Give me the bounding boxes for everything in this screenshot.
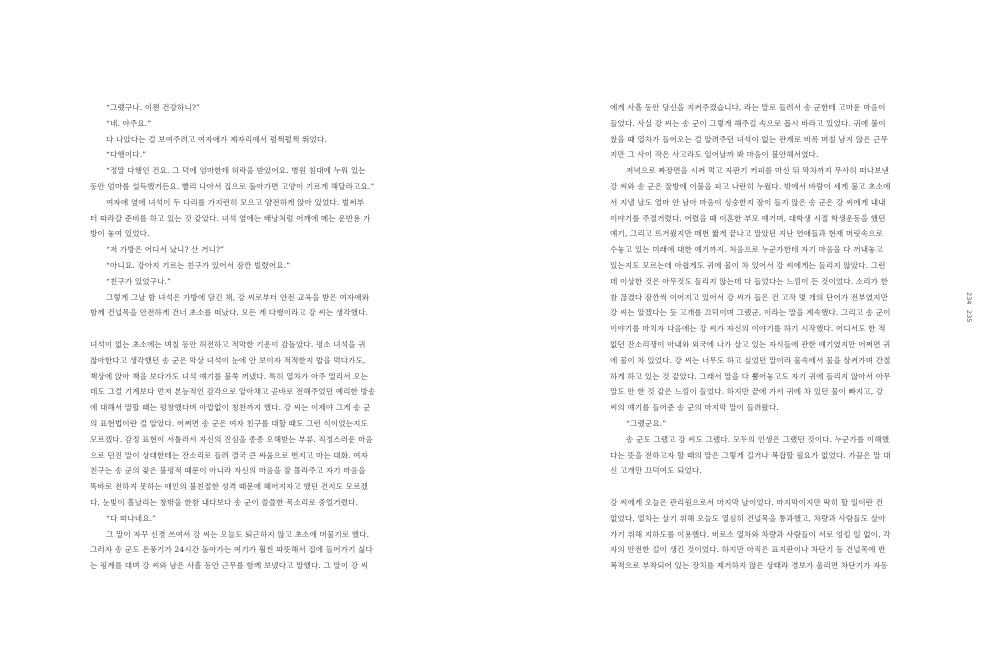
text-line: 다 나았다는 걸 보여주려고 여자애가 제자리에서 펄쩍펄쩍 뛰었다.	[106, 134, 327, 144]
text-line: 으로 던진 말이 상대한테는 잔소리로 들려 결국 큰 싸움으로 번지고 마는 대화. 여자	[90, 450, 369, 460]
text-line: 의 표현법이란 걸 알았다. 어쩌면 송 군은 여자 친구를 대할 때도 그런 식이었는지도	[90, 418, 369, 428]
text-line: 저녁으로 짜장면을 시켜 먹고 자판기 커피를 마신 뒤 막차까지 무사히 떠나보낸	[626, 166, 890, 176]
text-line: 강 씨와 송 군은 잘방에 이불을 피고 나란히 누웠다. 밖에서 바람이 세게 불고 초소에	[610, 181, 891, 191]
text-line: 있는지도 모르는데 아쉽게도 귀에 물이 차 있어서 강 씨에게는 들리지 않았다. 그런	[610, 260, 886, 270]
text-line: 들었다. 사실 강 씨는 송 군이 그렇게 해주길 속으로 몹시 바라고 있었다. 귀에 불이	[610, 118, 886, 128]
right-page-number: 235	[965, 310, 973, 323]
text-line: 똑바로 전하지 못하는 애인의 불친절한 성격 때문에 헤어지자고 했던 건지도 모르겠	[90, 482, 368, 492]
text-line: 에 물이 차 있었다. 강 씨는 너무도 하고 싶었던 말이라 물속에서 물을 삼켜가며 간절	[610, 355, 891, 365]
text-line: 데 이상한 것은 아무것도 들리지 않는데 다 들었다는 느낌이 든 것이었다. 소리가 한	[610, 276, 889, 286]
text-line: 그렇게 그날 밤 녀석은 가방에 담긴 채, 강 씨로부터 안전 교육을 받은 여자애와	[106, 292, 370, 302]
text-line: 는 핑계를 대며 강 씨와 남은 사흘 동안 근무를 함께 보냈다고 말했다. 그 말이 강 씨	[90, 561, 369, 571]
text-line: 지만 그 사이 작은 사고라도 일어날까 봐 마음이 불안해서였다.	[610, 150, 819, 160]
text-line: 에게 사흘 동안 당신을 지켜주겠습니다, 라는 말로 들려서 송 군한테 고마운 마음이	[610, 103, 886, 112]
text-line: 모르겠다. 감정 표현이 서툴러서 자신의 진심을 종종 오해받는 부류. 직정스러운 마음	[90, 434, 373, 444]
text-line: 이야기를 마치자 다음에는 강 씨가 자신의 이야기를 하기 시작했다. 어디서도 한 적	[610, 324, 886, 334]
text-line: “저 가방은 어디서 났니? 산 거니?”	[106, 245, 225, 255]
text-line: 친구는 송 군의 잦은 불평적 때문이 아니라 자신의 마음을 잘 몰라주고 자기 마음을	[90, 466, 366, 476]
right-page-text	[610, 100, 930, 574]
text-line: 없던 잔소리쟁이 아내와 외국에 나가 살고 있는 자식들에 관한 얘기였지만 어쩌면 귀	[610, 339, 891, 349]
text-line: 없었다. 열차는 살기 위해 오늘도 열심히 건널목을 통과했고, 차량과 사람들도 살아	[610, 513, 886, 523]
text-line: “친구가 있었구나.”	[106, 276, 172, 286]
text-line: 자의 안전한 길이 생긴 것이었다. 하지만 아직은 표지판이나 차단기 등 건널목에 반	[610, 545, 886, 555]
text-line: 찮아한다고 생각했던 송 군은 막상 녀석이 눈에 안 보이자 적적한지 밥을 먹다가도,	[90, 355, 366, 365]
text-line: 다는 뜻을 전하고자 할 때의 말은 그렇게 길거나 복잡할 필요가 없었다. 가끔은 말 대	[610, 450, 891, 460]
text-line: 가기 위해 지하도를 이용했다. 비로소 열차와 차량과 사람들이 서로 엉킬 일 없이, 각	[610, 529, 891, 539]
text-line: 하게 하고 있는 것 같았다. 그래서 말을 다 뿜어놓고도 자기 귀에 들리지 않아서 아무	[610, 371, 891, 381]
text-line: 녀석이 없는 초소에는 며칠 동안 허전하고 적막한 기운이 감돌았다. 평소 녀석을 귀	[90, 339, 366, 349]
text-line: 송 군도 그랬고 강 씨도 그랬다. 모두의 인생은 그랬던 것이다. 누군가를 이해했	[626, 434, 890, 444]
paragraph-break	[90, 321, 410, 337]
text-line: “그랬군요.”	[626, 418, 667, 428]
text-line: 그 말이 자꾸 신경 쓰여서 강 씨는 오늘도 퇴근하지 않고 초소에 머물기로 했다.	[106, 529, 370, 539]
text-line: 방이 놓여 있었다.	[90, 229, 150, 239]
text-line: 데도 그걸 기계보다 먼저 본능적인 감각으로 알아채고 곧바로 전해주었던 예리한 방송	[90, 387, 376, 397]
text-line: 그러자 송 군도 온풍기가 24시간 돌아가는 여기가 훨씬 따뜻해서 집에 들어가기 싫다	[90, 545, 373, 555]
text-line: 수놓고 있는 미래에 대한 얘기까지. 처음으로 누군가한테 자기 마음을 다 꺼내놓고	[610, 245, 884, 255]
text-line: 강 씨는 알겠다는 듯 고개를 끄덕이며 그랬군, 이라는 말을 계속했다. 그리고 송 군이	[610, 308, 891, 318]
text-line: 터 따라갈 준비를 하고 있는 것 같았다. 녀석 옆에는 배낭처럼 어깨에 메는 운반용 가	[90, 213, 371, 223]
text-line: “다행이다.”	[106, 150, 147, 160]
text-line: 동안 엄마를 설득했거든요. 빨리 나아서 집으로 돌아가면 고양이 기르게 해달라고요.”	[90, 181, 375, 191]
text-line: 서 지낼 날도 얼마 안 남아 마음이 싱숭한지 잠이 들지 않은 송 군은 강 씨에게 내내	[610, 197, 886, 207]
paragraph-break	[610, 479, 930, 495]
right-page	[500, 0, 1000, 666]
left-page-number: 234	[965, 292, 973, 305]
left-page-text	[90, 100, 410, 574]
text-line: “다 떠나네요.”	[106, 513, 157, 523]
text-line: 찼을 때 열차가 들어오는 걸 알려주던 녀석이 없는 관계로 비록 며칠 남지 않은 근무	[610, 134, 889, 144]
text-line: 이야기를 주절거렸다. 어렸을 때 이혼한 부모 얘기며, 대학생 시절 학생운동을 했던	[610, 213, 886, 223]
text-line: 함께 건널목을 안전하게 건너 초소를 떠났다. 모든 게 다행이라고 강 씨는 생각했다.	[90, 308, 369, 318]
text-line: 참 끊겼다 잠깐씩 이어지고 있어서 강 씨가 들은 건 고작 몇 개의 단어가 전부였지만	[610, 292, 889, 302]
text-line: 다. 눈빛이 흘날리는 창밖을 한참 내다보다 송 군이 쓸쓸한 목소리로 중얼거렸다.	[90, 497, 359, 507]
text-line: 여자애 옆에 녀석이 두 다리를 가지런히 모으고 얌전하게 앉아 있었다. 벌써부	[106, 197, 365, 207]
text-line: 책상에 앉아 책을 보다가도 녀석 얘기를 불쑥 꺼냈다. 특히 열차가 아주 멀리서 오는	[90, 371, 369, 381]
text-line: “아니요. 강아지 기르는 친구가 있어서 잠깐 빌렸어요.”	[106, 260, 291, 270]
text-line: 복적으로 부착되어 있는 장치를 제거하지 않은 상태라 경보가 울리면 차단기가 자동	[610, 561, 888, 571]
text-line: 강 씨에게 오늘은 관리원으로서 마지막 날이었다. 마지막이지만 딱히 할 일이란 건	[610, 497, 884, 507]
text-line: 말도 안 한 것 같은 느낌이 들었다. 하지만 끝에 가서 귀에 차 있던 물이 빠지고, 강	[610, 387, 884, 397]
text-line: 에 대해서 말할 때는 평창했다며 아깝없이 칭찬까지 했다. 강 씨는 이제야 그게 송 군	[90, 403, 371, 413]
text-line: “네. 아주요.”	[106, 118, 152, 128]
text-line: 씨의 얘기를 들어준 송 군의 마지막 말이 들려왔다.	[610, 403, 779, 413]
text-line: “그랬구나. 이젠 건강하니?”	[106, 103, 201, 112]
text-line: 신 고개만 끄덕여도 되었다.	[610, 466, 702, 476]
page-numbers	[965, 292, 977, 352]
text-line: 얘기, 그리고 뜨거웠지만 매번 짧게 끝나고 말았던 지난 연애들과 현재 머릿속으로	[610, 229, 884, 239]
text-line: “정말 다행인 건요. 그 덕에 엄마한테 허락을 받았어요. 병원 침대에 누워 있는	[106, 166, 366, 176]
